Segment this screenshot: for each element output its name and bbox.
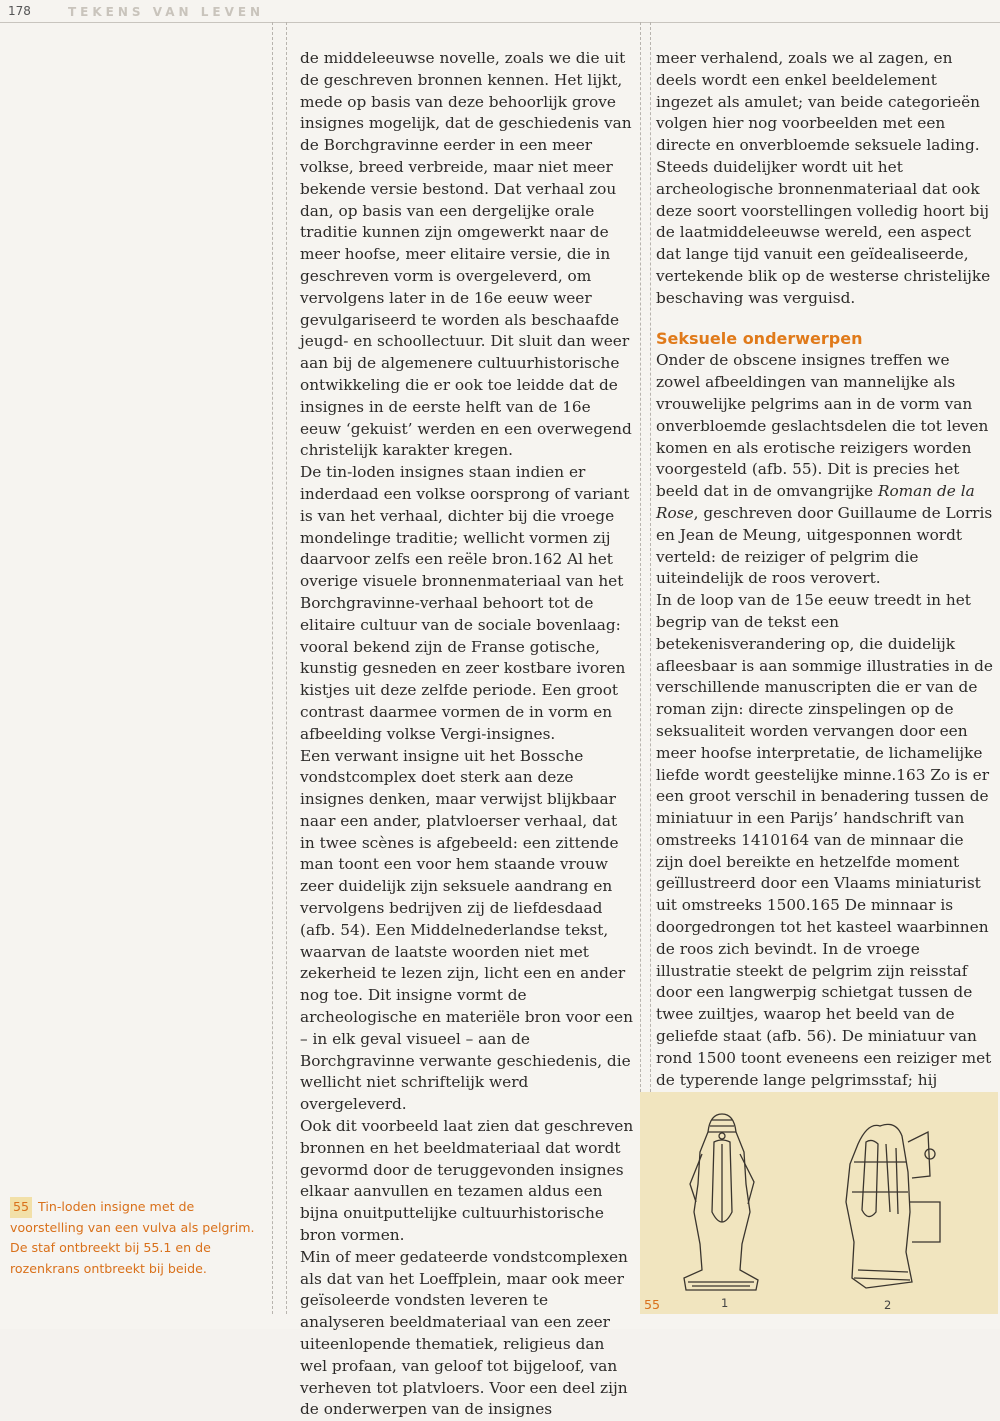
running-title: TEKENS VAN LEVEN [68, 5, 265, 19]
paragraph: Ook dit voorbeeld laat zien dat geschreven bronnen en het beeldmateriaal dat wordt gevormd door de teruggevonden insignes elkaar aanvullen en tezamen aldus een bijna onuitputtelijke cultuurhistorische bron vormen. [300, 1117, 634, 1245]
paragraph-text: , geschreven door Guillaume de Lorris en Jean de Meung, uitgesponnen wordt verteld: de reiziger of pelgrim die uiteindelijk de roos verovert. [656, 503, 993, 588]
section-heading: Seksuele onderwerpen [656, 328, 863, 348]
column-divider [286, 22, 287, 1314]
paragraph: Min of meer gedateerde vondstcomplexen als dat van het Loeffplein, maar ook meer geïsoleerde vondsten leveren te analyseren beeldmateriaal van een zeer uiteenlopende thematiek, religieus dan wel profaan, van geloof tot bijgeloof, van verheven tot platvloers. Voor een deel zijn de onderwerpen van de insignes [300, 1247, 628, 1419]
figure-label-1: 1 [721, 1296, 729, 1310]
paragraph: de middeleeuwse novelle, zoals we die uit de geschreven bronnen kennen. Het lijkt, mede op basis van deze behoorlijk grove insignes mogelijk, dat de geschiedenis van de Borchgravinne eerder in een meer volkse, breed verbreide, maar niet meer bekende versie bestond. Dat verhaal zou dan, op basis van een dergelijke orale traditie kunnen zijn omgewerkt naar de meer hoofse, meer elitaire versie, die in geschreven vorm is overgeleverd, om vervolgens later in de 16e eeuw weer gevulgariseerd te worden als beschaafde jeugd- en schoollectuur. Dit sluit dan weer aan bij de algemenere cultuurhistorische ontwikkeling die er ook toe leidde dat de insignes in de eerste helft van de 16e eeuw ‘gekuist’ werden en een overwegend christelijk karakter kregen. [300, 49, 632, 460]
column-divider [650, 22, 651, 1092]
paragraph: In de loop van de 15e eeuw treedt in het begrip van de tekst een betekenisverandering op, die duidelijk afleesbaar is aan sommige illustraties in de verschillende manuscripten die er van de roman zijn: directe zinspelingen op de seksualiteit worden vervangen door een meer hoofse interpretatie, de lichamelijke liefde wordt geestelijke minne.163 Zo is er een groot verschil in benadering tussen de miniatuur in een Parijs’ handschrift van omstreeks 1410164 van de minnaar die zijn doel bereikte en hetzelfde moment geïllustreerd door een Vlaams miniaturist uit omstreeks 1500.165 De minnaar is doorgedrongen tot het kasteel waarbinnen de roos zich bevindt. In de vroege illustratie steekt de pelgrim zijn reisstaf door een langwerpig schietgat tussen de twee zuiltjes, waarop het beeld van de geliefde staat (afb. 56). De miniatuur van rond 1500 toont eveneens een reiziger met de typerende lange pelgrimsstaf; hij [656, 591, 993, 1089]
column-divider [640, 22, 641, 1092]
paragraph: De tin-loden insignes staan indien er inderdaad een volkse oorsprong of variant is van het verhaal, dichter bij die vroege mondelinge traditie; wellicht vormen zij daarvoor zelfs een reële bron.162 Al het overige visuele bronnenmateriaal van het Borchgravinne-verhaal behoort tot de elitaire cultuur van de sociale bovenlaag: vooral bekend zijn de Franse gotische, kunstig gesneden en zeer kostbare ivoren kistjes uit deze zelfde periode. Een groot contrast daarmee vormen de in vorm en afbeelding volkse Vergi-insignes. [300, 463, 630, 743]
header-rule [0, 22, 1000, 23]
paragraph: Een verwant insigne uit het Bossche vondstcomplex doet sterk aan deze insignes denken, maar verwijst blijkbaar naar een ander, platvloerser verhaal, dat in twee scènes is afgebeeld: een zittende man toont een voor hem staande vrouw zeer duidelijk zijn seksuele aandrang en vervolgens bedrijven zij de liefdesdaad (afb. 54). Een Middelnederlandse tekst, waarvan de laatste woorden niet met zekerheid te lezen zijn, licht een en ander nog toe. Dit insigne vormt de archeologische en materiële bron voor een – in elk geval visueel – aan de Borchgravinne verwante geschiedenis, die wellicht niet schriftelijk werd overgeleverd. [300, 746, 633, 1114]
caption-number: 55 [10, 1197, 32, 1218]
column-divider [272, 22, 273, 1314]
figure-panel [640, 1092, 998, 1314]
text-column-2 [656, 48, 994, 1135]
book-title: Roman de la Rose [656, 482, 975, 522]
text-column-1 [300, 48, 635, 1421]
page-number: 178 [8, 4, 31, 18]
caption-text: Tin-loden insigne met de voorstelling van een vulva als pelgrim. De staf ontbreekt bij 55.1 en de rozenkrans ontbreekt bij beide. [10, 1199, 255, 1276]
pilgrim-badge-illustrations [640, 1092, 998, 1314]
paragraph [656, 350, 994, 590]
badge-1 [684, 1114, 758, 1290]
paragraph: meer verhalend, zoals we al zagen, en deels wordt een enkel beeldelement ingezet als amulet; van beide categorieën volgen hier nog voorbeelden met een directe en onverbloemde seksuele lading. Steeds duidelijker wordt uit het archeologische bronnenmateriaal dat ook deze soort voorstellingen volledig hoort bij de laatmiddeleeuwse wereld, een aspect dat lange tijd vanuit een geïdealiseerde, vertekende blik op de westerse christelijke beschaving was verguisd. [656, 49, 991, 307]
badge-2 [846, 1124, 940, 1288]
figure-label-2: 2 [884, 1298, 892, 1312]
figure-number: 55 [644, 1297, 661, 1312]
figure-caption [10, 1197, 265, 1279]
paragraph-text: Onder de obscene insignes treffen we zowel afbeeldingen van mannelijke als vrouwelijke pelgrims aan in de vorm van onverbloemde geslachtsdelen die tot leven komen en als erotische reizigers worden voorgesteld (afb. 55). Dit is precies het beeld dat in de omvangrijke [656, 351, 989, 501]
